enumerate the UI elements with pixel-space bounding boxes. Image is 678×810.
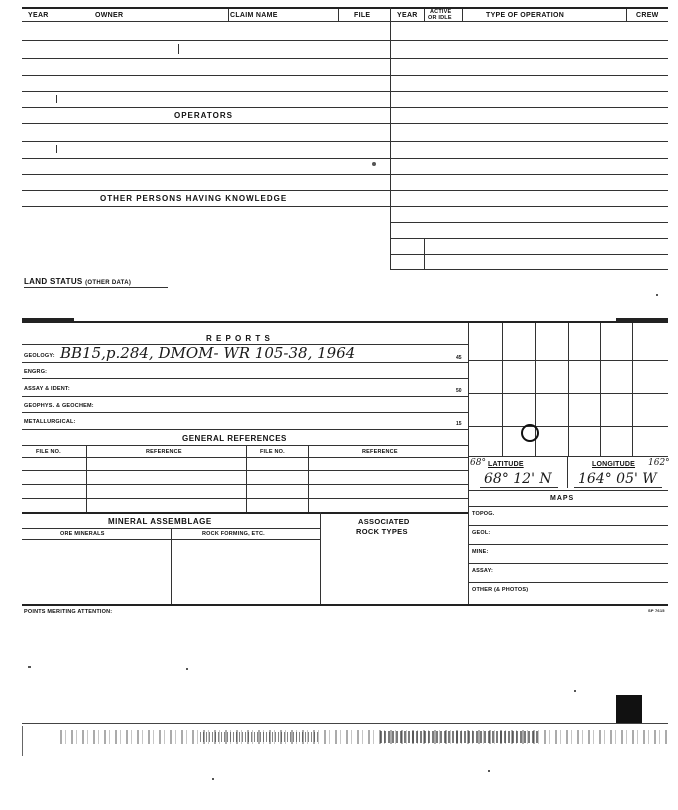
underline bbox=[574, 487, 662, 488]
scan-noise-band bbox=[380, 731, 540, 743]
scan-block bbox=[616, 695, 642, 723]
row-rule bbox=[390, 75, 668, 76]
speck bbox=[212, 778, 214, 780]
report-geology-value: BB15,p.284, DMOM- WR 105-38, 1964 bbox=[60, 344, 356, 362]
speck bbox=[186, 668, 188, 670]
report-geophys-label: GEOPHYS. & GEOCHEM: bbox=[24, 403, 94, 409]
row-rule bbox=[22, 512, 468, 514]
points-meriting-label: POINTS MERITING ATTENTION: bbox=[24, 609, 113, 615]
top-border bbox=[22, 7, 668, 9]
report-assay-num: 50 bbox=[456, 388, 462, 394]
row-rule bbox=[22, 123, 390, 124]
mineral-assemblage-heading: MINERAL ASSEMBLAGE bbox=[108, 517, 212, 526]
row-rule bbox=[22, 604, 468, 606]
col-divider bbox=[567, 456, 568, 488]
row-rule bbox=[22, 40, 390, 41]
row-rule bbox=[22, 190, 390, 191]
row-rule bbox=[468, 525, 668, 526]
report-engrg-label: ENGRG: bbox=[24, 369, 48, 375]
row-rule bbox=[22, 378, 468, 379]
col-divider bbox=[462, 9, 463, 21]
col-divider bbox=[626, 9, 627, 21]
scan-smudge bbox=[616, 318, 668, 322]
row-rule bbox=[390, 190, 668, 191]
general-references-heading: GENERAL REFERENCES bbox=[182, 434, 287, 443]
associated-label: ASSOCIATED bbox=[358, 517, 410, 526]
row-rule bbox=[468, 506, 668, 507]
row-rule bbox=[22, 412, 468, 413]
reports-heading: R E P O R T S bbox=[206, 334, 271, 343]
col-divider bbox=[424, 238, 425, 269]
col-divider bbox=[320, 512, 321, 605]
center-divider bbox=[390, 7, 391, 270]
col-divider bbox=[171, 528, 172, 605]
speck bbox=[28, 666, 31, 668]
row-rule bbox=[22, 470, 468, 471]
report-geology-num: 45 bbox=[456, 355, 462, 361]
row-rule bbox=[22, 107, 390, 108]
row-rule bbox=[390, 254, 668, 255]
grid-line bbox=[632, 323, 633, 456]
row-rule bbox=[468, 563, 668, 564]
report-metallurgical-label: METALLURGICAL: bbox=[24, 419, 76, 425]
report-assay-label: ASSAY & IDENT: bbox=[24, 386, 70, 392]
scan-edge bbox=[22, 726, 23, 756]
longitude-suffix: 162° bbox=[648, 458, 670, 468]
row-rule bbox=[22, 457, 468, 458]
gen-ref-col-file-no-2: FILE NO. bbox=[260, 449, 285, 455]
col-divider bbox=[228, 9, 229, 21]
row-rule bbox=[390, 238, 668, 239]
row-rule bbox=[22, 75, 390, 76]
grid-line bbox=[468, 456, 668, 457]
grid-line bbox=[468, 426, 668, 427]
row-rule bbox=[390, 58, 668, 59]
col-divider bbox=[338, 9, 339, 21]
header-year: YEAR bbox=[28, 12, 49, 19]
row-rule bbox=[468, 582, 668, 583]
header-active: ACTIVE bbox=[430, 9, 452, 15]
row-rule bbox=[22, 396, 468, 397]
maps-geol: GEOL: bbox=[472, 530, 491, 536]
grid-line bbox=[502, 323, 503, 456]
maps-assay: ASSAY: bbox=[472, 568, 494, 574]
row-rule bbox=[22, 174, 390, 175]
gen-ref-col-reference-2: REFERENCE bbox=[362, 449, 398, 455]
header-year-2: YEAR bbox=[397, 12, 418, 19]
grid-line bbox=[568, 323, 569, 456]
row-rule bbox=[390, 107, 668, 108]
operators-heading: OPERATORS bbox=[174, 111, 233, 120]
row-rule bbox=[22, 91, 390, 92]
row-rule bbox=[22, 484, 468, 485]
latitude-label: LATITUDE bbox=[488, 461, 524, 468]
col-divider bbox=[246, 445, 247, 512]
row-rule bbox=[390, 91, 668, 92]
report-metallurgical-num: 15 bbox=[456, 421, 462, 427]
tick-mark bbox=[178, 44, 179, 54]
maps-heading: MAPS bbox=[550, 495, 575, 502]
row-rule bbox=[390, 206, 668, 207]
latitude-prefix: 68° bbox=[470, 458, 486, 468]
longitude-value: 164° 05' W bbox=[578, 471, 657, 487]
grid-line bbox=[468, 393, 668, 394]
row-rule bbox=[390, 123, 668, 124]
row-rule bbox=[22, 429, 468, 430]
speck bbox=[488, 770, 490, 772]
row-rule bbox=[22, 362, 468, 363]
header-bottom-rule bbox=[22, 21, 668, 22]
rock-forming-label: ROCK FORMING, ETC. bbox=[202, 531, 265, 537]
grid-line bbox=[600, 323, 601, 456]
tick-mark bbox=[56, 95, 57, 103]
col-divider bbox=[86, 445, 87, 512]
row-rule bbox=[22, 206, 390, 207]
row-rule bbox=[468, 604, 668, 606]
reports-top-border bbox=[22, 321, 668, 323]
latitude-value: 68° 12' N bbox=[484, 471, 552, 487]
land-status-label bbox=[24, 277, 131, 286]
col-divider bbox=[424, 9, 425, 21]
bottom-rule bbox=[22, 723, 668, 724]
maps-topog: TOPOG. bbox=[472, 511, 495, 517]
row-rule bbox=[468, 490, 668, 491]
scan-smudge bbox=[22, 318, 74, 322]
ore-minerals-label: ORE MINERALS bbox=[60, 531, 105, 537]
scan-noise-band bbox=[200, 732, 320, 742]
header-or-idle: OR IDLE bbox=[428, 15, 452, 21]
maps-other: OTHER (& PHOTOS) bbox=[472, 587, 529, 593]
header-file: FILE bbox=[354, 12, 371, 19]
speck bbox=[656, 294, 658, 296]
row-rule bbox=[390, 40, 668, 41]
land-status-sub: (OTHER DATA) bbox=[85, 280, 132, 286]
scan-noise-band bbox=[60, 730, 670, 744]
header-claim-name: CLAIM NAME bbox=[230, 12, 278, 19]
row-rule bbox=[390, 158, 668, 159]
header-type-of-operation: TYPE OF OPERATION bbox=[486, 12, 565, 19]
tick-mark bbox=[56, 145, 57, 153]
land-status-underline bbox=[24, 287, 168, 288]
col-divider bbox=[308, 445, 309, 512]
underline bbox=[480, 487, 558, 488]
row-rule bbox=[22, 58, 390, 59]
other-persons-heading: OTHER PERSONS HAVING KNOWLEDGE bbox=[100, 194, 288, 203]
row-rule bbox=[468, 544, 668, 545]
row-rule bbox=[390, 269, 668, 270]
row-rule bbox=[390, 222, 668, 223]
location-marker bbox=[521, 424, 539, 442]
gen-ref-col-reference: REFERENCE bbox=[146, 449, 182, 455]
header-crew: CREW bbox=[636, 12, 659, 19]
row-rule bbox=[22, 141, 390, 142]
form-number: SP 7615 bbox=[648, 608, 665, 613]
rock-types-label: ROCK TYPES bbox=[356, 527, 408, 536]
row-rule bbox=[22, 158, 390, 159]
grid-line bbox=[468, 360, 668, 361]
maps-mine: MINE: bbox=[472, 549, 489, 555]
ink-dot bbox=[372, 162, 376, 166]
row-rule bbox=[22, 498, 468, 499]
report-geology-label: GEOLOGY: bbox=[24, 353, 55, 359]
row-rule bbox=[22, 445, 468, 446]
gen-ref-col-file-no: FILE NO. bbox=[36, 449, 61, 455]
speck bbox=[574, 690, 576, 692]
header-owner: OWNER bbox=[95, 12, 124, 19]
longitude-label: LONGITUDE bbox=[592, 461, 636, 468]
land-status-text: LAND STATUS bbox=[24, 277, 83, 286]
row-rule bbox=[390, 141, 668, 142]
row-rule bbox=[390, 174, 668, 175]
